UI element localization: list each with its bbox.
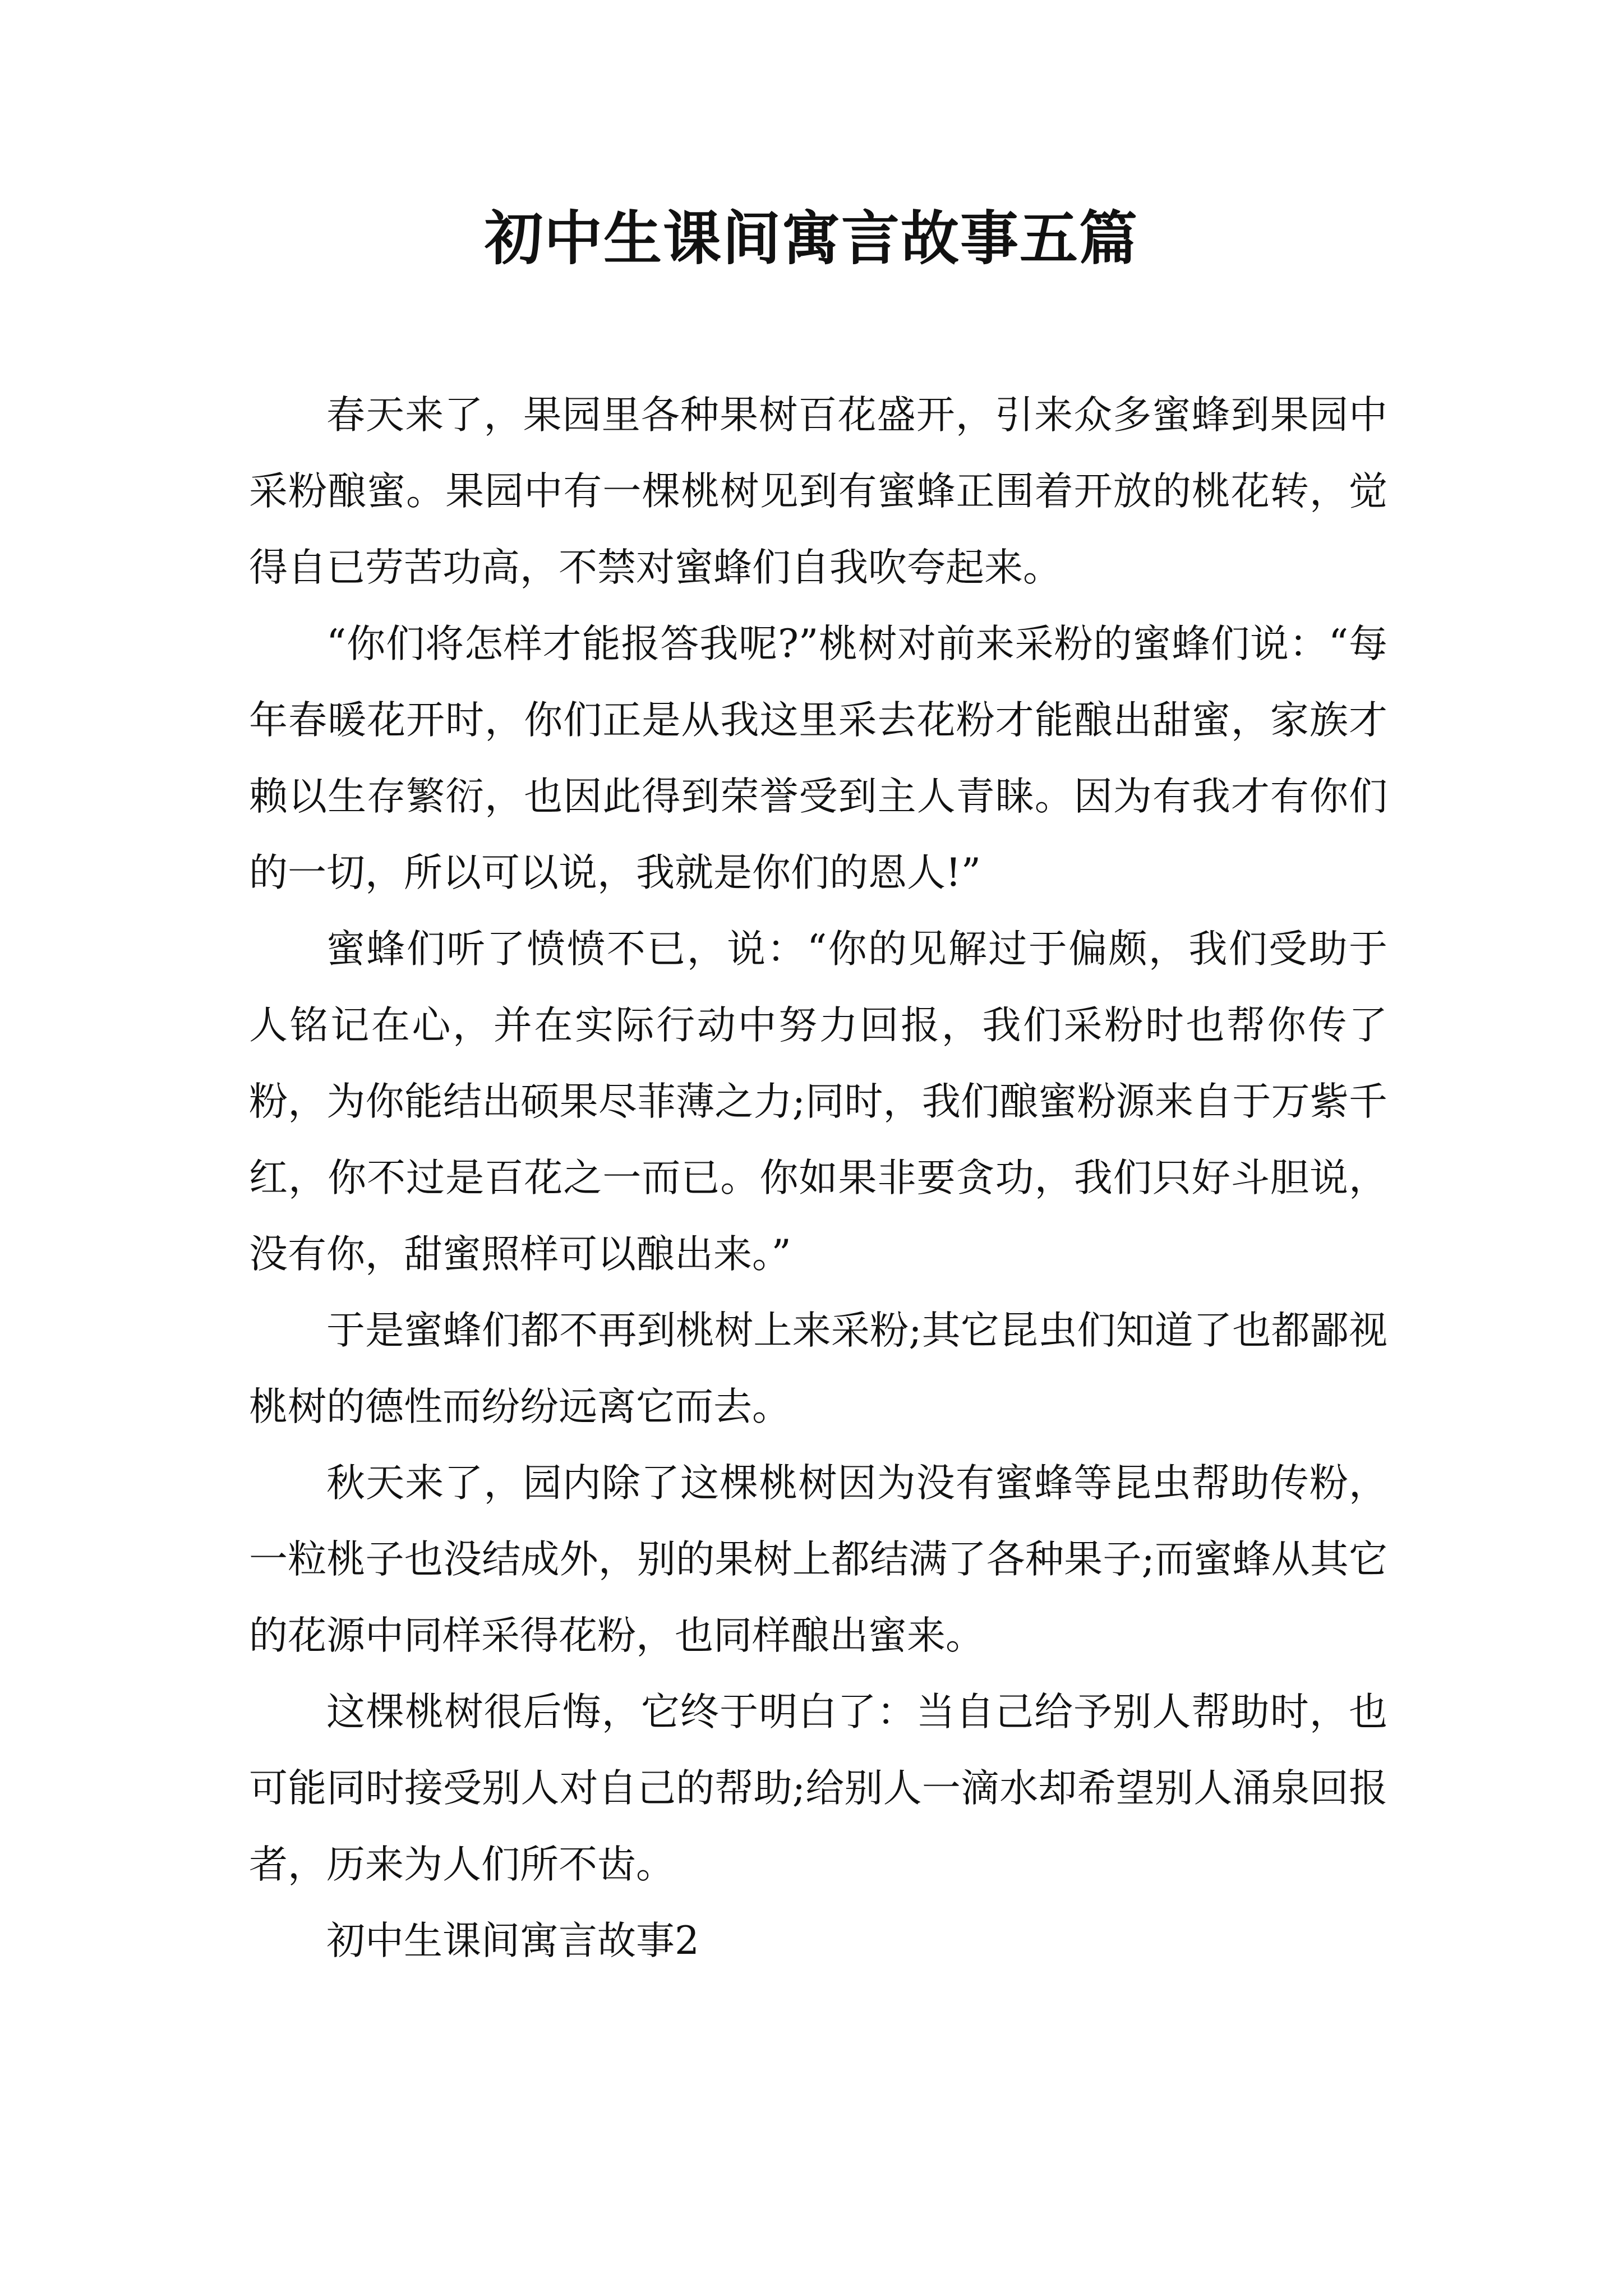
paragraph-6: 这棵桃树很后悔，它终于明白了：当自己给予别人帮助时，也可能同时接受别人对自己的帮助;给别人一滴水却希望别人涌泉回报者，历来为人们所不齿。 bbox=[249, 1690, 1387, 1887]
section-heading-story-2: 初中生课间寓言故事2 bbox=[326, 1918, 699, 1963]
paragraph-1: 春天来了，果园里各种果树百花盛开，引来众多蜜蜂到果园中采粉酿蜜。果园中有一棵桃树见到有蜜蜂正围着开放的桃花转，觉得自已劳苦功高，不禁对蜜蜂们自我吹夸起来。 bbox=[249, 393, 1387, 590]
paragraph-4: 于是蜜蜂们都不再到桃树上来采粉;其它昆虫们知道了也都鄙视桃树的德性而纷纷远离它而去。 bbox=[249, 1308, 1387, 1429]
paragraph-2: “你们将怎样才能报答我呢?”桃树对前来采粉的蜜蜂们说：“每年春暖花开时，你们正是从我这里采去花粉才能酿出甜蜜，家族才赖以生存繁衍，也因此得到荣誉受到主人青睐。因为有我才有你们的一切，所以可以说，我就是你们的恩人!” bbox=[249, 622, 1387, 895]
paragraph-5: 秋天来了，园内除了这棵桃树因为没有蜜蜂等昆虫帮助传粉，一粒桃子也没结成外，别的果树上都结满了各种果子;而蜜蜂从其它的花源中同样采得花粉，也同样酿出蜜来。 bbox=[249, 1461, 1387, 1658]
document-title: 初中生课间寓言故事五篇 bbox=[484, 204, 1138, 273]
paragraph-3: 蜜蜂们听了愤愤不已，说：“你的见解过于偏颇，我们受助于人铭记在心，并在实际行动中努力回报，我们采粉时也帮你传了粉，为你能结出硕果尽菲薄之力;同时，我们酿蜜粉源来自于万紫千红，你不过是百花之一而已。你如果非要贪功，我们只好斗胆说，没有你，甜蜜照样可以酿出来。” bbox=[249, 927, 1387, 1277]
document-body bbox=[249, 377, 1387, 1979]
